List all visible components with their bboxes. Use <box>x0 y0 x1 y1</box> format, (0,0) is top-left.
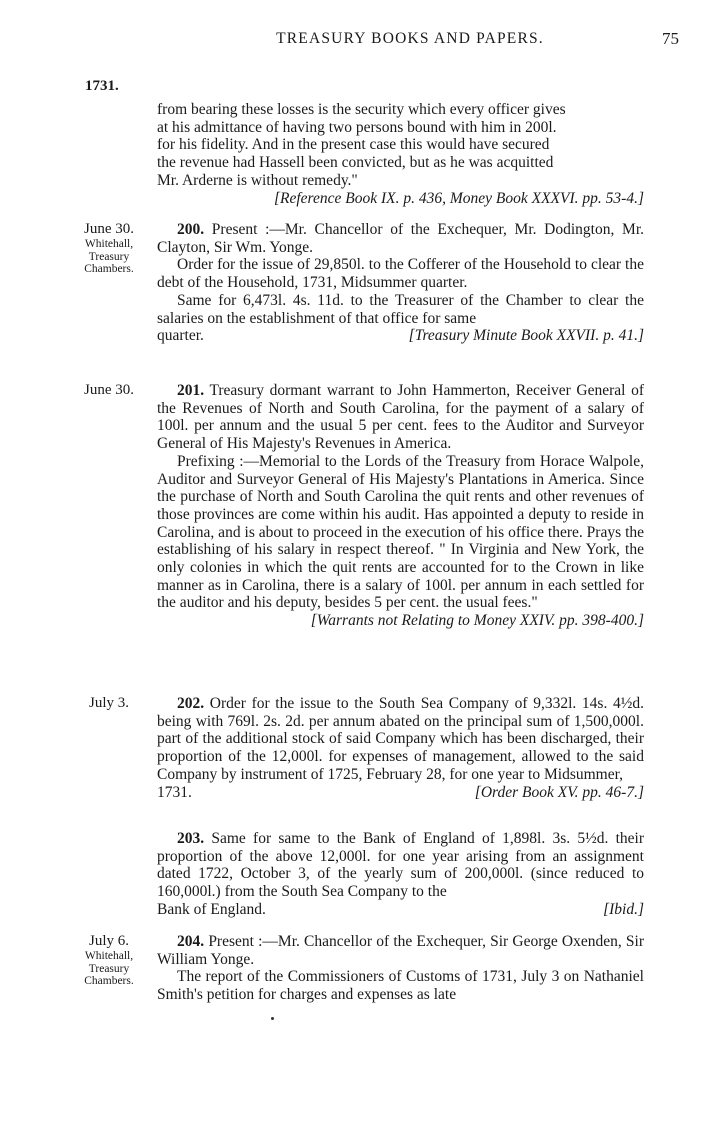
text-line: from bearing these losses is the security which every officer gives <box>157 101 566 118</box>
reference-citation: [Order Book XV. pp. 46-7.] <box>474 783 644 801</box>
entry-date: June 30. <box>84 221 134 237</box>
year-marker: 1731. <box>85 78 119 94</box>
entry-number: 202. <box>177 695 205 712</box>
entry-body <box>157 830 644 919</box>
entry-number: 204. <box>177 933 205 950</box>
entry-paragraph: The report of the Commissioners of Customs of 1731, July 3 on Nathaniel Smith's petition for charges and expenses as late <box>157 968 644 1004</box>
entry-place-line: Treasury <box>88 250 130 263</box>
stray-mark <box>271 1017 274 1020</box>
entry-body <box>157 695 644 801</box>
entry-paragraph: 201. Treasury dormant warrant to John Hammerton, Receiver General of the Revenues of North and South Carolina, for the payment of a salary of 100l. per annum and the usual 5 per cent. fees to the Auditor and Surveyor General of His Majesty's Revenues in America. <box>157 382 644 453</box>
text-line: the revenue had Hassell been convicted, but as he was acquitted <box>157 154 554 172</box>
side-note <box>68 221 150 276</box>
entry-place-line: Whitehall, <box>84 238 134 250</box>
entry-body <box>157 101 644 207</box>
text-line: Mr. Arderne is without remedy." <box>157 171 358 189</box>
entry-place-line: Chambers. <box>84 975 134 987</box>
entry-date: June 30. <box>84 382 134 398</box>
entry-paragraph: Prefixing :—Memorial to the Lords of the Treasury from Horace Walpole, Auditor and Surveyor General of His Majesty's Plantations in America. Since the purchase of North and South Carolina the quit rents and other revenues of those provinces are come within his audit. Has appointed a deputy to reside in Carolina, and is about to proceed in the execution of his office there. Prays the establishing of his salary in respect thereof. " In Virginia and New York, the only colonies in which the quit rents are accounted for to the Crown in like manner as in Carolina, there is a salary of 100l. per annum in each settled for the auditor and his deputy, besides 5 per cent. the usual fees." <box>157 452 644 612</box>
entry-number: 203. <box>177 830 205 847</box>
reference-citation: [Warrants not Relating to Money XXIV. pp. 398-400.] <box>310 612 644 630</box>
reference-citation: [Ibid.] <box>603 900 644 918</box>
entry-paragraph: 202. Order for the issue to the South Sea Company of 9,332l. 14s. 4½d. being with 769l. 2s. 2d. per annum abated on the principal sum of 1,500,000l. part of the additional stock of said Company which has been discharged, their proportion of the 12,000l. for expenses of management, allowed to the said Company by instrument of 1725, February 28, for one year to Midsummer, <box>157 695 644 783</box>
running-header: TREASURY BOOKS AND PAPERS. <box>276 30 544 47</box>
closing-line: Bank of England. [Ibid.] <box>157 900 644 918</box>
entry-date: July 3. <box>88 695 129 711</box>
entry-paragraph: 203. Same for same to the Bank of England of 1,898l. 3s. 5½d. their proportion of the above 12,000l. for one year arising from an assignment dated 1722, October 3, of the yearly sum of 200,000l. (since reduced to 160,000l.) from the South Sea Company to the <box>157 830 644 901</box>
text-line: at his admittance of having two persons bound with him in 200l. <box>157 118 557 136</box>
closing-line: quarter. [Treasury Minute Book XXVII. p. 41.] <box>157 327 644 345</box>
side-note <box>68 382 150 399</box>
entry-number: 201. <box>177 382 205 399</box>
reference-citation: [Reference Book IX. p. 436, Money Book XXXVI. pp. 53-4.] <box>273 189 644 207</box>
side-note <box>68 933 150 988</box>
entry-place-line: Whitehall, <box>84 950 134 962</box>
entry-body <box>157 382 644 630</box>
entry-paragraph: 200. Present :—Mr. Chancellor of the Exchequer, Mr. Dodington, Mr. Clayton, Sir Wm. Yonge. <box>157 221 644 256</box>
entry-body <box>157 933 644 1004</box>
reference-citation: [Treasury Minute Book XXVII. p. 41.] <box>408 327 644 345</box>
entry-place-line: Chambers. <box>84 263 134 275</box>
entry-number: 200. <box>177 221 205 238</box>
entry-paragraph: 204. Present :—Mr. Chancellor of the Exchequer, Sir George Oxenden, Sir William Yonge. <box>157 933 644 968</box>
entry-paragraph: Order for the issue of 29,850l. to the Cofferer of the Household to clear the debt of the Household, 1731, Midsummer quarter. <box>157 256 644 292</box>
page-number: 75 <box>662 29 679 48</box>
entry-place-line: Treasury <box>88 962 130 975</box>
entry-date: July 6. <box>88 933 129 949</box>
entry-body <box>157 221 644 345</box>
entry-paragraph: Same for 6,473l. 4s. 11d. to the Treasurer of the Chamber to clear the salaries on the establishment of that office for same <box>157 291 644 327</box>
closing-line: 1731. [Order Book XV. pp. 46-7.] <box>157 783 644 801</box>
text-line: for his fidelity. And in the present case this would have secured <box>157 136 550 154</box>
side-note <box>68 695 150 712</box>
